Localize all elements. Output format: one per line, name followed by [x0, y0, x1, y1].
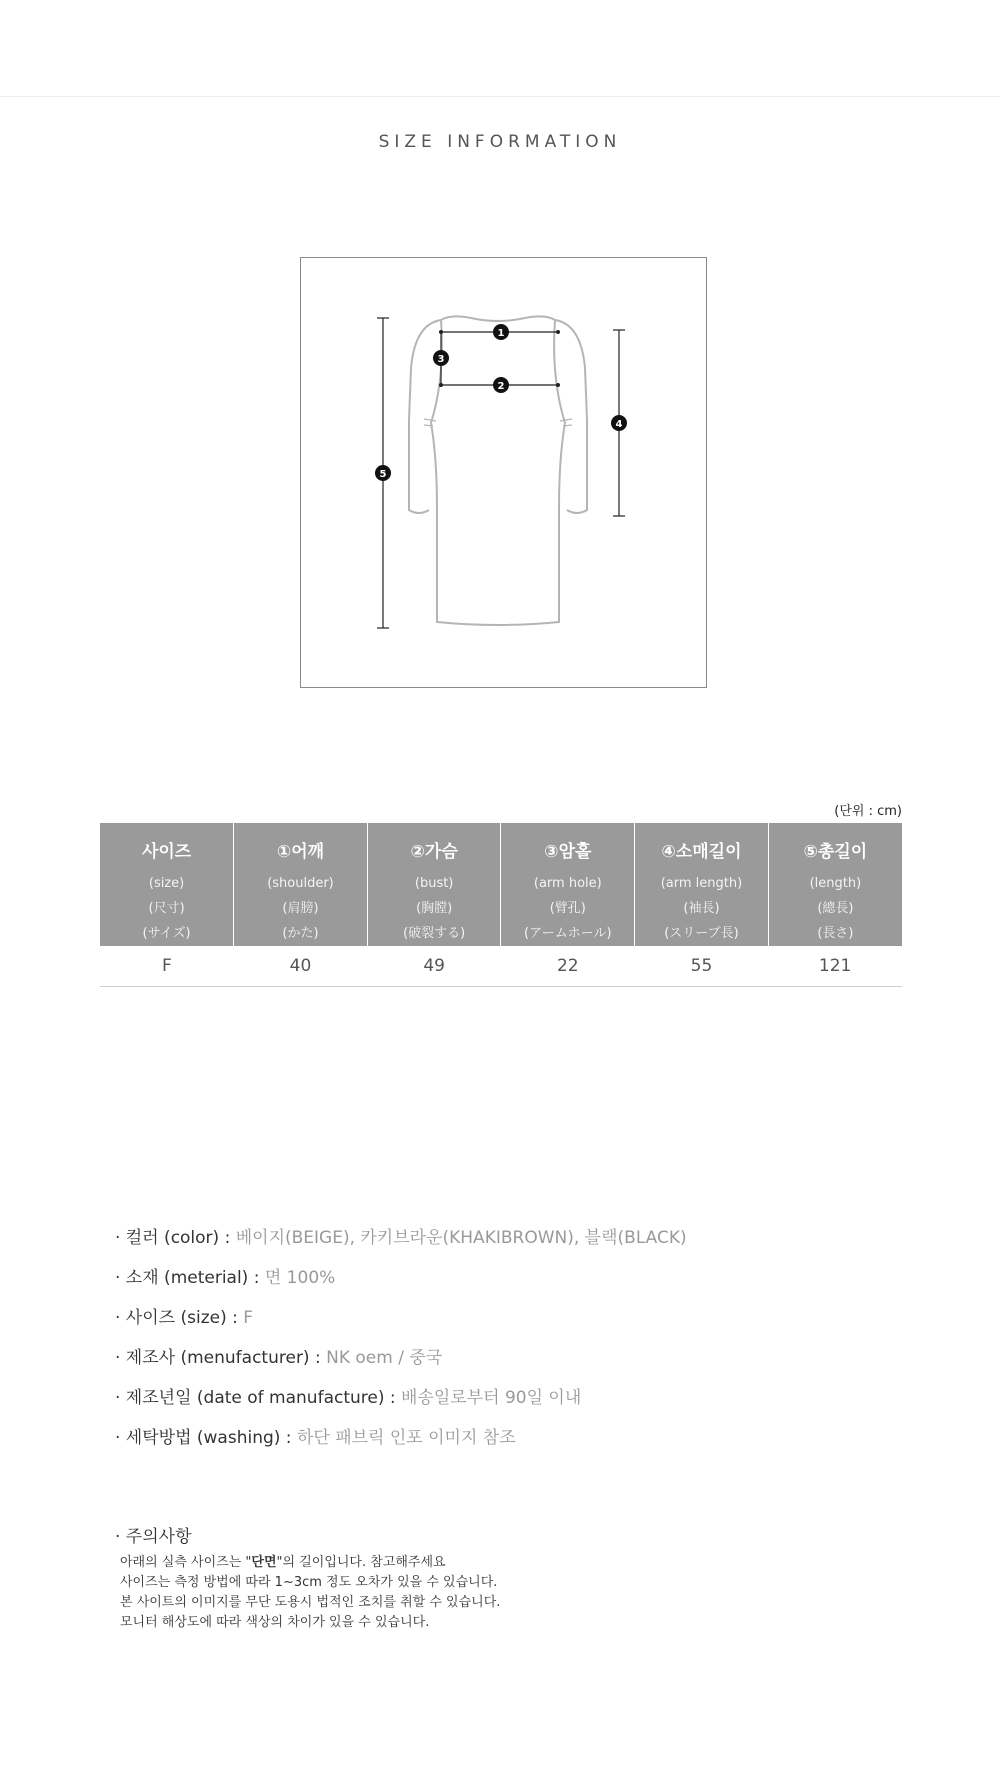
notice-line-1	[120, 1553, 500, 1573]
spec-value: 하단 패브릭 인포 이미지 참조	[296, 1428, 516, 1448]
header-bust	[367, 823, 501, 946]
header-size	[100, 823, 234, 946]
table-row	[100, 946, 902, 986]
spec-washing	[115, 1423, 915, 1463]
notice-line-4: 모니터 해상도에 따라 색상의 차이가 있을 수 있습니다.	[120, 1615, 430, 1630]
marker-1	[493, 324, 509, 340]
notice-line-1-suffix: "의 길이입니다. 참고해주세요	[276, 1555, 446, 1570]
svg-text:4: 4	[615, 419, 623, 430]
spec-size	[115, 1303, 915, 1343]
header-length	[768, 823, 902, 946]
marker-2	[493, 377, 509, 393]
spec-value: 면 100%	[264, 1268, 336, 1288]
header-cjk: (臂孔)	[549, 901, 586, 916]
header-en: (arm hole)	[533, 876, 602, 891]
header-en: (size)	[148, 876, 185, 891]
garment-diagram	[300, 257, 707, 688]
svg-text:2: 2	[497, 381, 505, 392]
header-cjk: (尺寸)	[148, 901, 185, 916]
header-arm-length	[635, 823, 769, 946]
size-table	[100, 823, 902, 987]
header-en: (shoulder)	[267, 876, 334, 891]
header-main: ③암홀	[544, 842, 592, 862]
header-main: ①어깨	[276, 842, 325, 862]
header-jp: (破裂する)	[403, 926, 466, 941]
header-main: ④소매길이	[661, 842, 742, 862]
header-jp: (アームホール)	[524, 926, 612, 941]
svg-text:3: 3	[437, 354, 445, 365]
header-cjk: (袖長)	[683, 901, 720, 916]
header-jp: (かた)	[282, 926, 319, 941]
spec-value: 배송일로부터 90일 이내	[401, 1388, 582, 1408]
section-title: SIZE INFORMATION	[378, 132, 622, 152]
spec-manufacturer	[115, 1343, 915, 1383]
header-cjk: (肩膀)	[282, 901, 319, 916]
notice-title: · 주의사항	[115, 1527, 192, 1547]
spec-key: · 사이즈 (size) :	[115, 1308, 244, 1328]
header-arm-hole	[501, 823, 635, 946]
notice-line-1-bold: 단면	[251, 1555, 277, 1570]
header-main: ②가슴	[410, 842, 458, 862]
header-jp: (スリーブ長)	[664, 926, 739, 941]
header-jp: (サイズ)	[142, 926, 191, 941]
unit-note: (단위 : cm)	[834, 804, 902, 819]
header-main: ⑤총길이	[803, 842, 868, 862]
dress-illustration	[301, 258, 708, 689]
cell-arm-length: 55	[635, 946, 769, 986]
size-table-header	[100, 823, 902, 946]
spec-key: · 제조년일 (date of manufacture) :	[115, 1388, 402, 1408]
marker-3	[433, 350, 449, 366]
spec-key: · 제조사 (menufacturer) :	[115, 1348, 327, 1368]
cell-shoulder: 40	[234, 946, 368, 986]
header-main: 사이즈	[141, 842, 192, 862]
header-en: (length)	[809, 876, 862, 891]
spec-key: · 컬러 (color) :	[115, 1228, 236, 1248]
header-en: (arm length)	[660, 876, 743, 891]
marker-4	[611, 415, 627, 431]
svg-text:5: 5	[379, 469, 387, 480]
spec-value: 베이지(BEIGE), 카키브라운(KHAKIBROWN), 블랙(BLACK)	[235, 1228, 687, 1248]
cell-length: 121	[768, 946, 902, 986]
spec-date-of-manufacture	[115, 1383, 915, 1423]
header-jp: (長さ)	[817, 926, 854, 941]
spec-material	[115, 1263, 915, 1303]
header-shoulder	[234, 823, 368, 946]
notice-line-3: 본 사이트의 이미지를 무단 도용시 법적인 조치를 취할 수 있습니다.	[120, 1595, 501, 1610]
spec-color	[115, 1223, 915, 1263]
header-en: (bust)	[414, 876, 454, 891]
notice-text	[120, 1553, 500, 1633]
spec-key: · 소재 (meterial) :	[115, 1268, 265, 1288]
marker-5	[375, 465, 391, 481]
cell-bust: 49	[367, 946, 501, 986]
header-cjk: (總長)	[817, 901, 854, 916]
spec-value: NK oem / 중국	[326, 1348, 443, 1368]
notice-line-1-prefix: 아래의 실측 사이즈는 "	[120, 1555, 252, 1570]
spec-key: · 세탁방법 (washing) :	[115, 1428, 297, 1448]
notice-line-2: 사이즈는 측정 방법에 따라 1~3cm 정도 오차가 있을 수 있습니다.	[120, 1575, 498, 1590]
svg-text:1: 1	[497, 328, 505, 339]
spec-value: F	[243, 1308, 254, 1328]
cell-size: F	[100, 946, 234, 986]
header-cjk: (胸膛)	[416, 901, 453, 916]
cell-arm-hole: 22	[501, 946, 635, 986]
top-divider	[0, 96, 1000, 97]
product-spec-list	[115, 1223, 915, 1463]
